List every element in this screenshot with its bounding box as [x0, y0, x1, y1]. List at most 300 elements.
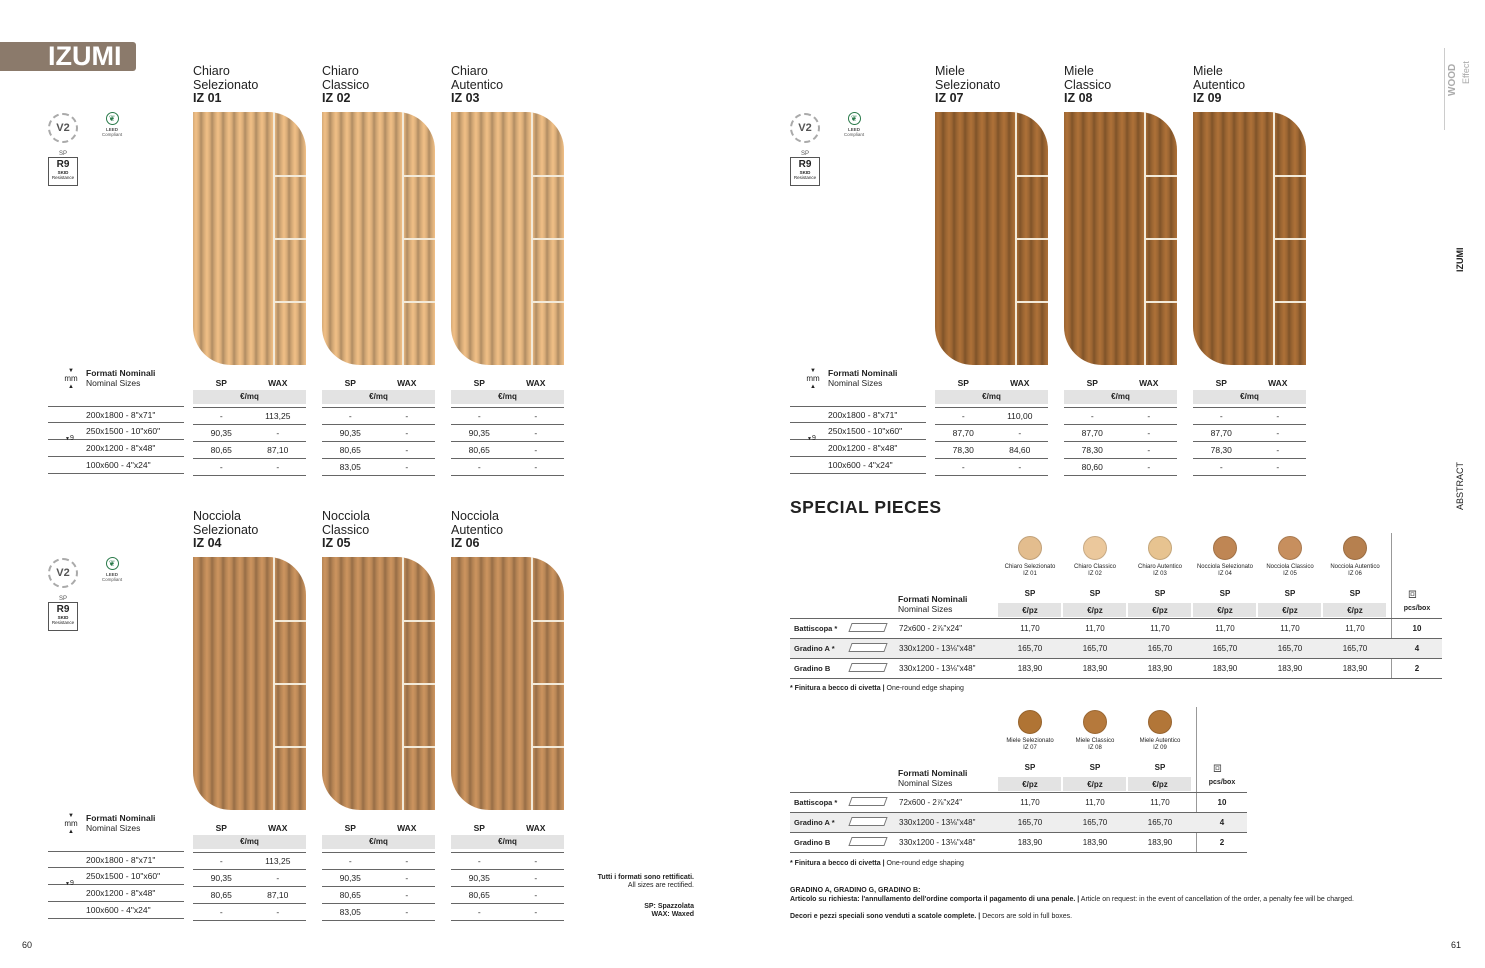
price-row [193, 442, 306, 459]
foot1: GRADINO A, GRADINO G, GRADINO B: [790, 887, 921, 894]
color-swatch [1278, 536, 1302, 560]
plank-strip [1144, 112, 1177, 365]
piece-size: 330x1200 - 13⅛"x48" [899, 644, 976, 653]
leed-badge [842, 112, 866, 137]
skid-sub: Resistance [51, 620, 75, 625]
piece-price: 165,70 [1212, 644, 1238, 653]
price-row [935, 459, 1048, 476]
col-sp: SP [215, 823, 227, 833]
price-sp: 90,35 [339, 873, 361, 883]
price-wax: - [1276, 445, 1280, 455]
price-wax: 110,00 [1007, 411, 1033, 421]
piece-price: 183,90 [1277, 664, 1303, 673]
price-wax: - [534, 873, 538, 883]
price-sp: 78,30 [1081, 445, 1103, 455]
price-wax: - [534, 856, 538, 866]
col-sp: SP [1154, 763, 1166, 772]
swatch-item: Miele Selezionato IZ 07 [998, 710, 1062, 752]
price-wax: 113,25 [265, 411, 291, 421]
price-sp: 80,65 [339, 890, 361, 900]
plank-strip [531, 112, 564, 365]
page-number-right: 61 [1451, 940, 1462, 950]
side-nav-wood[interactable]: WOOD [1447, 63, 1458, 96]
color-swatch [1083, 710, 1107, 734]
leaf-icon: ❦ [106, 557, 119, 570]
piece-name: Gradino B [794, 664, 831, 673]
thickness-icon: ▼ mm ▲ [806, 368, 820, 390]
price-sp: 87,70 [1081, 428, 1103, 438]
price-row [935, 408, 1048, 425]
col-sp: SP [1154, 589, 1166, 598]
foot2-reg: Article on request: in the event of cancellation of the order, a penalty fee will be charged. [1080, 896, 1354, 903]
price-wax: - [1276, 428, 1280, 438]
price-table [935, 376, 1048, 476]
color-swatch [1083, 536, 1107, 560]
col-sp: SP [1089, 589, 1101, 598]
price-sp: 80,65 [339, 445, 361, 455]
skid-label: SKID [57, 615, 69, 620]
swatch-item: Chiaro Classico IZ 02 [1063, 536, 1127, 578]
price-row [451, 853, 564, 870]
price-wax: 87,10 [267, 890, 289, 900]
sizes-header [86, 369, 155, 388]
piece-price: 183,90 [1017, 838, 1043, 847]
piece-pcs: 2 [1414, 664, 1420, 673]
col-sp: SP [344, 378, 356, 388]
col-sp: SP [957, 378, 969, 388]
price-sp: 78,30 [1210, 445, 1232, 455]
leed-label: LEED [105, 127, 118, 132]
price-table [1193, 376, 1306, 476]
price-row [1193, 425, 1306, 442]
wood-tile-image[interactable] [451, 557, 564, 810]
price-row [1064, 408, 1177, 425]
unit-mq: €/mq [451, 835, 564, 849]
price-wax: - [405, 411, 409, 421]
price-sp: - [219, 907, 223, 917]
thickness-icon: ▼ mm ▲ [64, 368, 78, 390]
side-nav-effect[interactable]: Effect [1461, 61, 1471, 84]
price-sp: 78,30 [952, 445, 974, 455]
piece-name: Battiscopa * [794, 798, 838, 807]
col-wax: WAX [1268, 378, 1288, 388]
piece-price: 183,90 [1212, 664, 1238, 673]
leed-sub: Compliant [101, 132, 123, 137]
swatch-item: Miele Classico IZ 08 [1063, 710, 1127, 752]
product-name: Chiaro Autentico IZ 03 [451, 64, 504, 105]
col-wax: WAX [268, 378, 288, 388]
plank-strip [402, 112, 435, 365]
certifications [48, 558, 128, 648]
price-sp: - [477, 856, 481, 866]
v2-badge: V2 [48, 113, 78, 143]
size-row: 250x1500 - 10"x60" [790, 423, 926, 440]
size-row: 200x1200 - 8"x48" [790, 440, 926, 457]
price-row [1064, 442, 1177, 459]
price-row [1193, 459, 1306, 476]
sp-label: SP [58, 596, 67, 602]
piece-pcs: 2 [1219, 838, 1225, 847]
price-wax: - [1276, 411, 1280, 421]
price-header [193, 821, 306, 835]
sizes-header [86, 814, 155, 833]
side-divider [1444, 48, 1445, 130]
piece-size: 330x1200 - 13⅛"x48" [899, 838, 976, 847]
rectified-note [560, 874, 694, 919]
price-row [322, 904, 435, 921]
plank-strip [402, 557, 435, 810]
skid-sub: Resistance [51, 175, 75, 180]
price-header [1193, 376, 1306, 390]
r9-skid-badge [790, 157, 820, 186]
piece-price: 11,70 [1150, 624, 1170, 633]
price-row [451, 408, 564, 425]
wood-tile-image[interactable] [322, 557, 435, 810]
piece-price: 11,70 [1085, 624, 1105, 633]
price-sp: 90,35 [210, 873, 232, 883]
piece-size: 330x1200 - 13⅛"x48" [899, 664, 976, 673]
wood-tile-image[interactable] [193, 112, 306, 365]
price-row [322, 870, 435, 887]
col-sp: SP [1349, 589, 1361, 598]
col-sp: SP [1024, 589, 1036, 598]
piece-price: 165,70 [1277, 644, 1303, 653]
unit-pz: €/pz [1087, 780, 1103, 789]
col-wax: WAX [1139, 378, 1159, 388]
product-name: Chiaro Classico IZ 02 [322, 64, 370, 105]
price-sp: 80,65 [468, 445, 490, 455]
sizes-title: Formati Nominali [86, 813, 156, 823]
price-wax: - [405, 856, 409, 866]
price-row [1193, 408, 1306, 425]
piece-pcs: 10 [1217, 798, 1227, 807]
piece-price: 11,70 [1345, 624, 1365, 633]
piece-size: 330x1200 - 13⅛"x48" [899, 818, 976, 827]
price-sp: - [219, 411, 223, 421]
price-header [322, 376, 435, 390]
size-row: 200x1200 - 8"x48" [48, 440, 184, 457]
price-wax: - [276, 907, 280, 917]
col-wax: WAX [268, 823, 288, 833]
price-sp: 80,65 [468, 890, 490, 900]
price-wax: - [534, 907, 538, 917]
price-table [193, 376, 306, 476]
price-row [193, 870, 306, 887]
legend-wax: WAX: Waxed [651, 911, 694, 918]
price-wax: - [405, 890, 409, 900]
unit-mq: €/mq [322, 835, 435, 849]
price-row [935, 425, 1048, 442]
price-sp: - [961, 462, 965, 472]
swatch-item: Chiaro Selezionato IZ 01 [998, 536, 1062, 578]
price-row [322, 853, 435, 870]
price-sp: - [1090, 411, 1094, 421]
price-sp: 87,70 [952, 428, 974, 438]
price-table [451, 376, 564, 476]
color-swatch [1018, 536, 1042, 560]
swatch-item: Nocciola Classico IZ 05 [1258, 536, 1322, 578]
finish-bold: * Finitura a becco di civetta | [790, 685, 885, 692]
piece-price: 11,70 [1085, 798, 1105, 807]
thickness-icon: ▼ mm ▲ [64, 813, 78, 835]
price-header [451, 376, 564, 390]
plank-strip [1015, 112, 1048, 365]
wood-tile-image[interactable] [1064, 112, 1177, 365]
legend-sp: SP: Spazzolata [644, 903, 694, 910]
r9-skid-badge [48, 602, 78, 631]
sp-label: SP [58, 151, 67, 157]
brand-label: IZUMI [0, 42, 136, 71]
size-row: 100x600 - 4"x24" [790, 457, 926, 474]
price-row [935, 442, 1048, 459]
wood-tile-image[interactable] [451, 112, 564, 365]
price-header [1064, 376, 1177, 390]
swatch-item: Nocciola Selezionato IZ 04 [1193, 536, 1257, 578]
col-sp: SP [1024, 763, 1036, 772]
piece-price: 165,70 [1017, 644, 1043, 653]
leed-badge [100, 112, 124, 137]
color-swatch [1148, 710, 1172, 734]
unit-pz: €/pz [1282, 606, 1298, 615]
price-wax: - [1018, 428, 1022, 438]
price-row [451, 887, 564, 904]
plank-strip [1273, 112, 1306, 365]
color-swatch [1343, 536, 1367, 560]
piece-shape-icon [848, 837, 887, 846]
col-sp: SP [1086, 378, 1098, 388]
wood-tile-image[interactable] [193, 557, 306, 810]
plank-strip [273, 557, 306, 810]
price-wax: - [1276, 462, 1280, 472]
col-sp: SP [215, 378, 227, 388]
unit-mq: €/mq [193, 835, 306, 849]
unit-mq: €/mq [1064, 390, 1177, 404]
pcs-box-label: pcs/box [1208, 779, 1236, 786]
price-wax: - [1147, 445, 1151, 455]
price-wax: - [1018, 462, 1022, 472]
price-row [193, 904, 306, 921]
price-row [451, 870, 564, 887]
skid-label: SKID [57, 170, 69, 175]
skid-label: SKID [799, 170, 811, 175]
price-row [193, 853, 306, 870]
price-wax: - [276, 462, 280, 472]
price-wax: - [1147, 428, 1151, 438]
price-sp: - [219, 462, 223, 472]
piece-size: 72x600 - 2⅞"x24" [899, 624, 963, 633]
product-name: Miele Selezionato IZ 07 [935, 64, 1001, 105]
sizes-header [828, 369, 897, 388]
unit-mq: €/mq [322, 390, 435, 404]
unit-pz: €/pz [1087, 606, 1103, 615]
certifications [790, 113, 870, 203]
size-row: 100x600 - 4"x24" [48, 902, 184, 919]
price-header [935, 376, 1048, 390]
foot3-bold: Decori e pezzi speciali sono venduti a scatole complete. | [790, 913, 981, 920]
piece-price: 165,70 [1147, 818, 1173, 827]
unit-mq: €/mq [1193, 390, 1306, 404]
unit-pz: €/pz [1022, 606, 1038, 615]
page-number-left: 60 [22, 940, 33, 950]
wood-tile-image[interactable] [322, 112, 435, 365]
swatch-item: Chiaro Autentico IZ 03 [1128, 536, 1192, 578]
price-sp: 83,05 [339, 462, 361, 472]
piece-price: 183,90 [1342, 664, 1368, 673]
foot2-bold: Articolo su richiesta: l'annullamento dell'ordine comporta il pagamento di una penale. | [790, 896, 1080, 903]
price-row [322, 408, 435, 425]
footnotes [790, 886, 1410, 921]
size-row: 200x1800 - 8"x71" [48, 851, 184, 868]
pcs-box-label: pcs/box [1403, 605, 1431, 612]
product-name: Nocciola Selezionato IZ 04 [193, 509, 259, 550]
col-sp: SP [1215, 378, 1227, 388]
price-sp: 83,05 [339, 907, 361, 917]
box-icon: ⧈ [1213, 759, 1222, 775]
piece-price: 11,70 [1020, 624, 1040, 633]
unit-pz: €/pz [1152, 606, 1168, 615]
price-sp: - [348, 856, 352, 866]
price-row [1193, 442, 1306, 459]
certifications [48, 113, 128, 203]
col-sp: SP [344, 823, 356, 833]
wood-tile-image[interactable] [1193, 112, 1306, 365]
leaf-icon: ❦ [848, 112, 861, 125]
price-wax: - [405, 445, 409, 455]
size-row: 250x1500 - 10"x60" [48, 423, 184, 440]
leed-badge [100, 557, 124, 582]
price-sp: - [477, 462, 481, 472]
sizes-subtitle: Nominal Sizes [828, 377, 883, 388]
color-swatch [1018, 710, 1042, 734]
price-row [193, 459, 306, 476]
size-row: 200x1800 - 8"x71" [790, 406, 926, 423]
thickness-9: ▼9 [65, 435, 74, 442]
piece-price: 165,70 [1082, 644, 1108, 653]
price-wax: - [534, 411, 538, 421]
size-row: 200x1800 - 8"x71" [48, 406, 184, 423]
price-header [193, 376, 306, 390]
swatch-item: Nocciola Autentico IZ 06 [1323, 536, 1387, 578]
price-sp: 80,65 [210, 890, 232, 900]
v2-badge: V2 [790, 113, 820, 143]
price-header [322, 821, 435, 835]
price-row [451, 442, 564, 459]
sizes-title: Formati Nominali [86, 368, 156, 378]
piece-price: 165,70 [1342, 644, 1368, 653]
price-sp: - [477, 907, 481, 917]
price-wax: - [276, 873, 280, 883]
piece-price: 183,90 [1147, 664, 1173, 673]
foot3-reg: Decors are sold in full boxes. [982, 913, 1073, 920]
price-sp: - [961, 411, 965, 421]
price-sp: 90,35 [210, 428, 232, 438]
price-wax: - [534, 462, 538, 472]
rectified-it: Tutti i formati sono rettificati. [597, 874, 694, 881]
box-icon: ⧈ [1408, 585, 1417, 601]
price-row [322, 887, 435, 904]
price-sp: - [219, 856, 223, 866]
price-table [193, 821, 306, 921]
piece-size: 72x600 - 2⅞"x24" [899, 798, 963, 807]
finish-reg: One-round edge shaping [886, 685, 964, 692]
price-wax: - [534, 890, 538, 900]
col-sp: SP [1284, 589, 1296, 598]
finish-bold-2: * Finitura a becco di civetta | [790, 860, 885, 867]
piece-price: 165,70 [1147, 644, 1173, 653]
price-wax: 113,25 [265, 856, 291, 866]
leed-label: LEED [847, 127, 860, 132]
piece-price: 183,90 [1147, 838, 1173, 847]
price-row [322, 459, 435, 476]
price-wax: - [405, 462, 409, 472]
sizes-title: Formati Nominali [828, 368, 898, 378]
r9-label: R9 [798, 159, 812, 170]
col-wax: WAX [397, 378, 417, 388]
piece-price: 183,90 [1017, 664, 1043, 673]
sp-label: SP [800, 151, 809, 157]
price-row [451, 459, 564, 476]
r9-skid-badge [48, 157, 78, 186]
col-sp: SP [473, 378, 485, 388]
unit-mq: €/mq [193, 390, 306, 404]
piece-price: 11,70 [1150, 798, 1170, 807]
thickness-9: ▼9 [807, 435, 816, 442]
price-sp: 87,70 [1210, 428, 1232, 438]
price-wax: 84,60 [1009, 445, 1031, 455]
price-sp: 80,60 [1081, 462, 1103, 472]
price-sp: 90,35 [468, 873, 490, 883]
product-name: Chiaro Selezionato IZ 01 [193, 64, 259, 105]
col-wax: WAX [397, 823, 417, 833]
product-name: Nocciola Autentico IZ 06 [451, 509, 504, 550]
piece-name: Battiscopa * [794, 624, 838, 633]
price-sp: - [477, 411, 481, 421]
finish-note-1 [790, 684, 964, 693]
price-wax: - [534, 428, 538, 438]
price-sp: - [1219, 411, 1223, 421]
unit-pz: €/pz [1152, 780, 1168, 789]
piece-price: 165,70 [1017, 818, 1043, 827]
price-row [322, 442, 435, 459]
plank-strip [273, 112, 306, 365]
price-wax: - [276, 428, 280, 438]
side-nav-izumi[interactable]: IZUMI [1455, 247, 1465, 272]
piece-name: Gradino A * [794, 818, 835, 827]
piece-name: Gradino B [794, 838, 831, 847]
price-sp: - [348, 411, 352, 421]
product-name: Miele Classico IZ 08 [1064, 64, 1112, 105]
price-row [451, 904, 564, 921]
unit-mq: €/mq [935, 390, 1048, 404]
price-row [1064, 459, 1177, 476]
side-nav-abstract[interactable]: ABSTRACT [1455, 461, 1465, 510]
special-sizes-header: Formati Nominali Nominal Sizes [898, 768, 968, 788]
piece-price: 165,70 [1082, 818, 1108, 827]
col-wax: WAX [526, 378, 546, 388]
size-row: 250x1500 - 10"x60" [48, 868, 184, 885]
price-sp: 90,35 [339, 428, 361, 438]
piece-price: 11,70 [1215, 624, 1235, 633]
price-row [193, 408, 306, 425]
wood-tile-image[interactable] [935, 112, 1048, 365]
leaf-icon: ❦ [106, 112, 119, 125]
col-sp: SP [473, 823, 485, 833]
price-table [322, 376, 435, 476]
thickness-9: ▼9 [65, 880, 74, 887]
r9-label: R9 [56, 604, 70, 615]
price-row [193, 887, 306, 904]
price-table [322, 821, 435, 921]
